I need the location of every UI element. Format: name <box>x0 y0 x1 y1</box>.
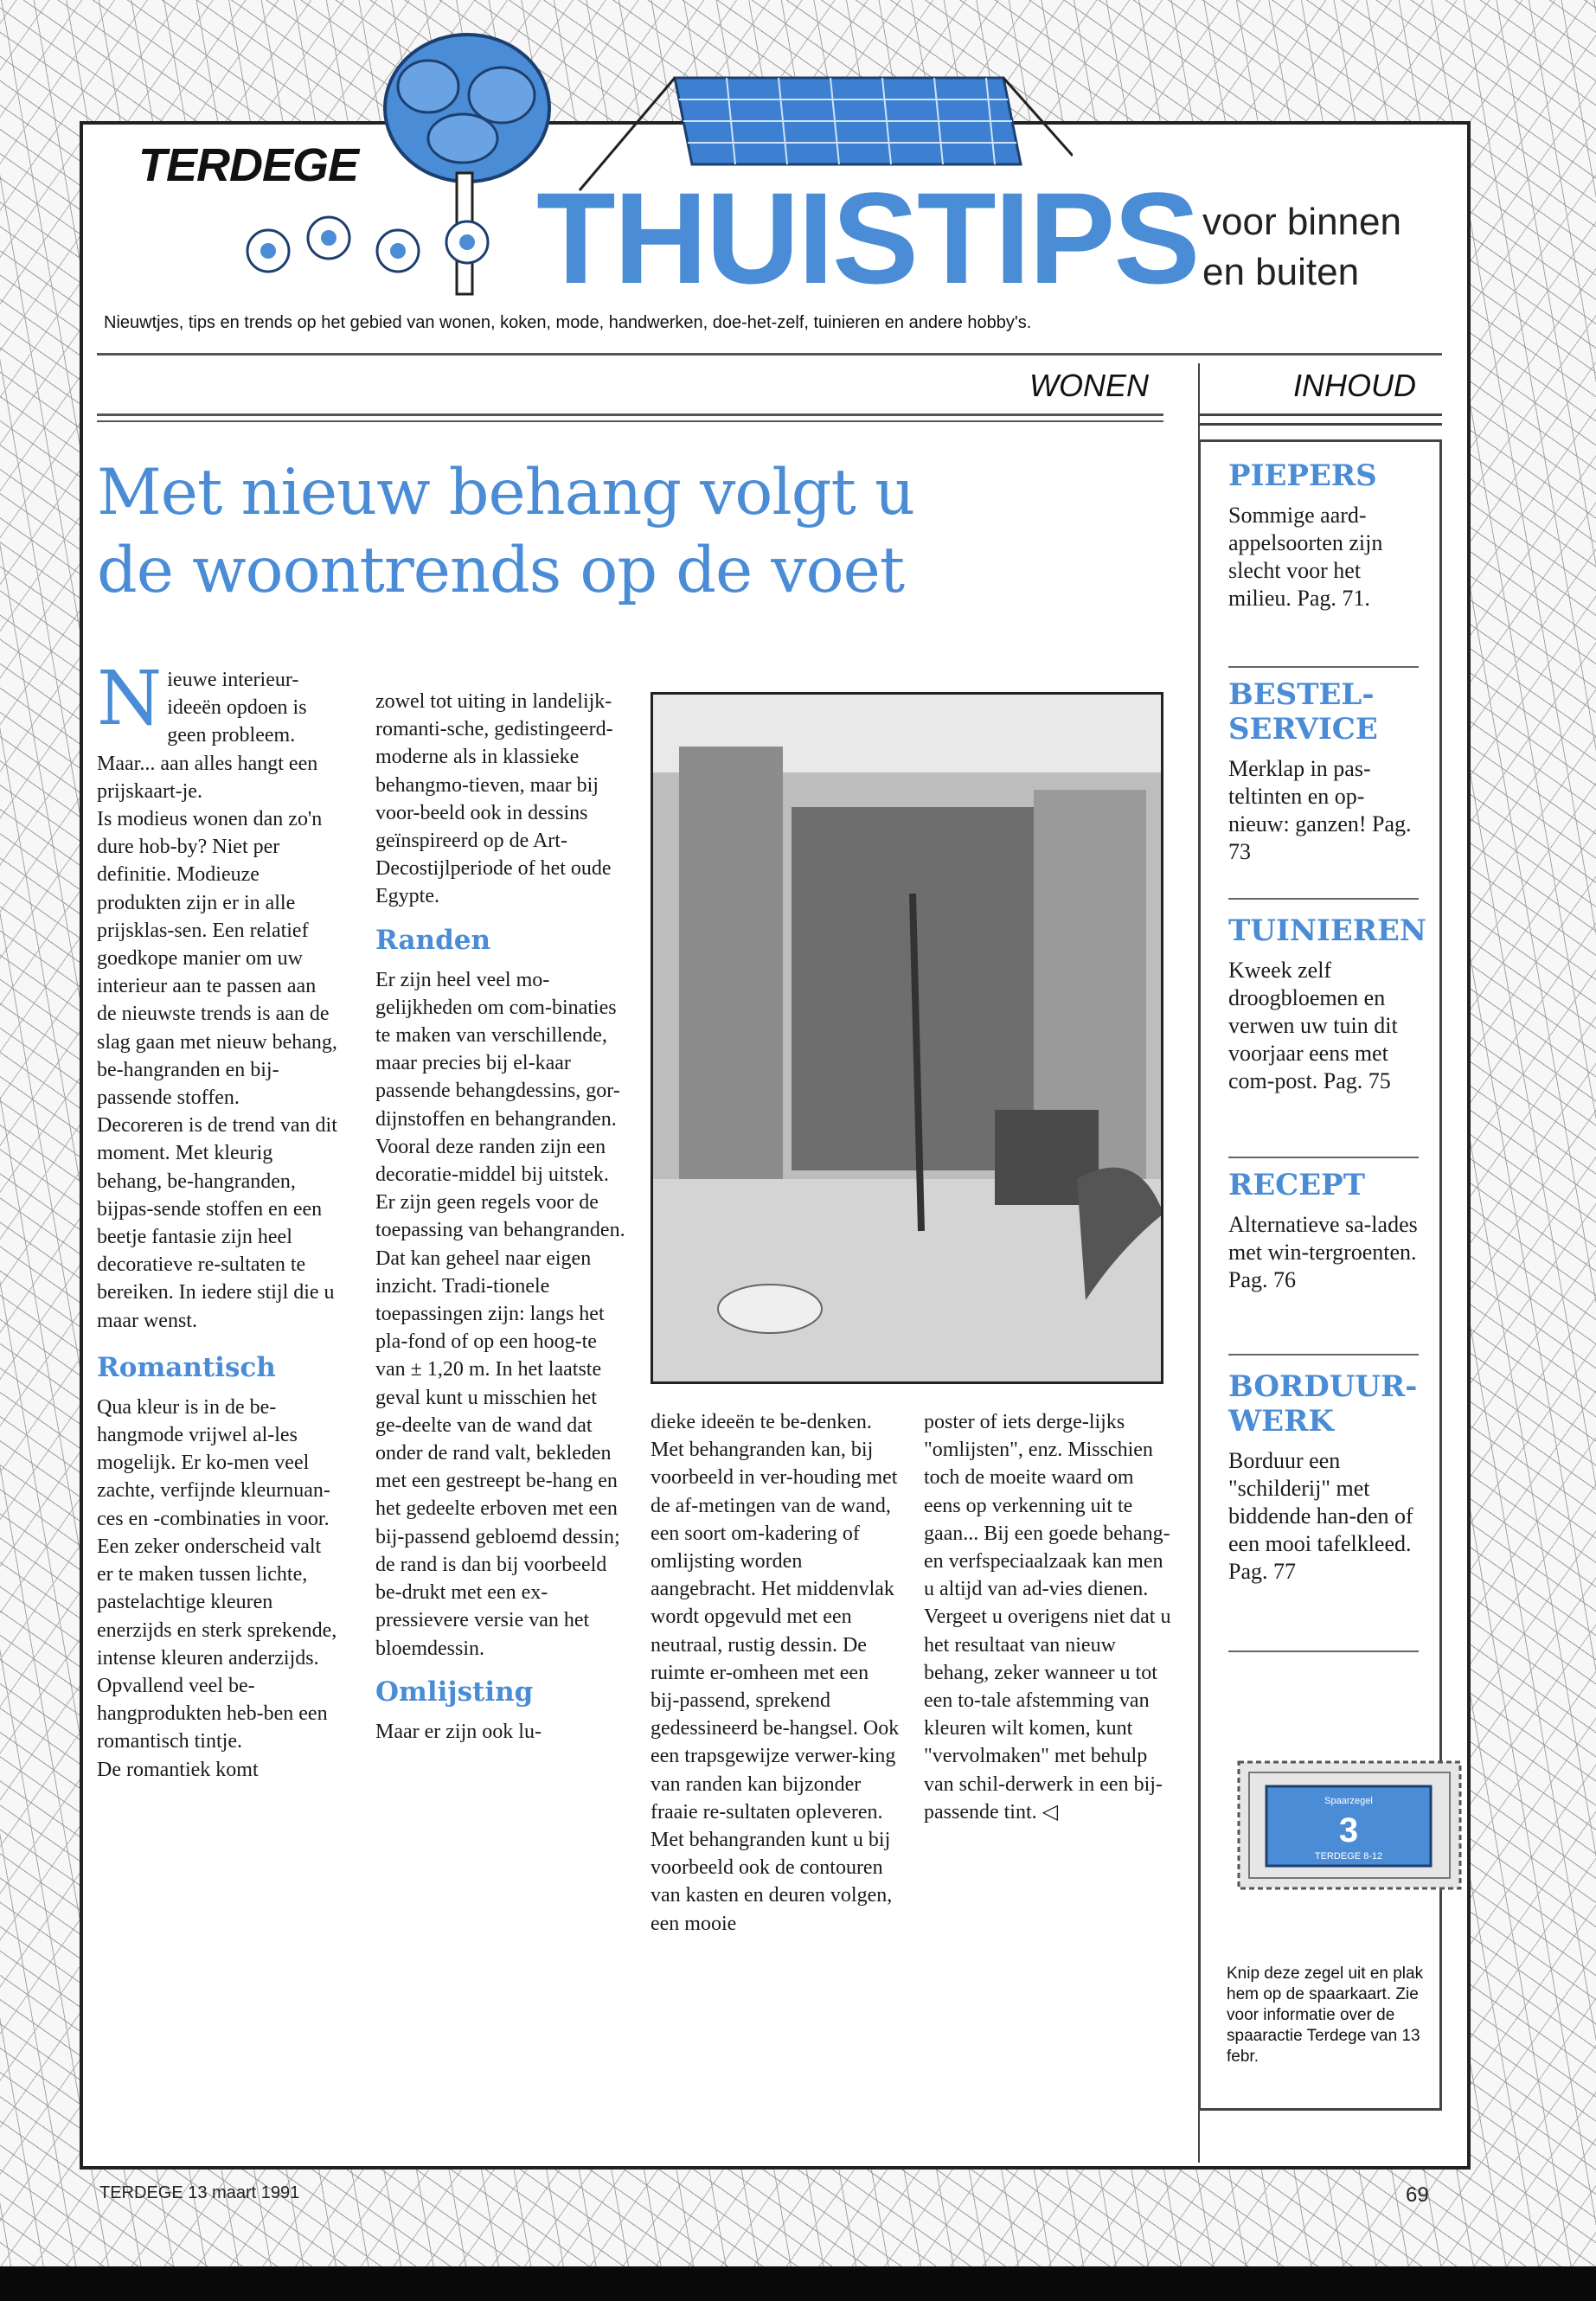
inhoud-item-text: Borduur een "schilderij" met biddende han-den of een mooi tafelkleed. Pag. 77 <box>1228 1448 1413 1584</box>
inhoud-item-text: Alternatieve sa-lades met win-tergroenten. Pag. 76 <box>1228 1212 1418 1292</box>
inhoud-item-borduurwerk[interactable] <box>1228 1369 1419 1586</box>
paragraph: De romantiek komt <box>97 1758 259 1781</box>
dropcap: N <box>97 656 163 742</box>
inhoud-item-title: BORDUUR-WERK <box>1228 1369 1418 1439</box>
sidebar-band <box>1198 413 1442 426</box>
masthead-title: THUISTIPS <box>536 165 1199 311</box>
subhead-omlijsting: Omlijsting <box>375 1676 534 1708</box>
article-column-4 <box>924 1408 1175 1826</box>
article-column-3 <box>651 1408 901 1938</box>
bottom-border <box>0 2266 1596 2301</box>
tagline-line1: voor binnen <box>1202 201 1401 243</box>
stamp-caption: Knip deze zegel uit en plak hem op de spaarkaart. Zie voor informatie over de spaaractie Terdege van 13 febr. <box>1227 1965 1424 2066</box>
sidebar-divider <box>1228 666 1419 668</box>
paragraph <box>97 656 339 805</box>
paragraph: Maar er zijn ook lu- <box>375 1720 542 1743</box>
paragraph: Is modieus wonen dan zo'n dure hob-by? Niet per definitie. Modieuze produkten zijn er in alle prijsklas-sen. Een relatief goedkope manier om uw interieur aan te passen aan de nieuwste trends is aan de slag gaan met nieuw behang, be-hangranden en bij-passende stoffen. <box>97 808 337 1110</box>
brand-name: TERDEGE <box>138 139 359 191</box>
sidebar-divider <box>1228 1157 1419 1158</box>
headline-line1: Met nieuw behang volgt u <box>97 456 914 529</box>
inhoud-item-text: Kweek zelf droogbloemen en verwen uw tuin dit voorjaar eens met com-post. Pag. 75 <box>1228 958 1398 1093</box>
inhoud-item-recept[interactable] <box>1228 1168 1419 1294</box>
page-number: 69 <box>1406 2183 1429 2207</box>
spaarzegel-stamp <box>1237 1760 1462 1890</box>
header-subline: Nieuwtjes, tips en trends op het gebied van wonen, koken, mode, handwerken, doe-het-zelf, tuinieren en andere hobby's. <box>104 313 1032 332</box>
section-label-wonen: WONEN <box>1029 368 1149 403</box>
paragraph: zowel tot uiting in landelijk-romanti-sche, gedistingeerd-moderne als in klassieke behangmo-tieven, maar bij voor-beeld ook in dessins geïnspireerd op de Art-Decostijlperiode of het oude Egypte. <box>375 690 613 908</box>
sidebar-divider <box>1228 898 1419 900</box>
inhoud-item-text: Merklap in pas-teltinten en op-nieuw: ganzen! Pag. 73 <box>1228 756 1412 864</box>
sidebar-divider <box>1228 1354 1419 1356</box>
stamp-label: Spaarzegel <box>1324 1796 1373 1806</box>
inhoud-item-title: BESTEL-SERVICE <box>1228 677 1378 747</box>
paragraph: Qua kleur is in de be-hangmode vrijwel al-les mogelijk. Er ko-men veel zachte, verfijnde kleurnuan-ces en -combinaties in voor. Een zeker onderscheid valt er te maken tussen lichte, pastelachtige kleuren enerzijds en sterk sprekende, intense kleuren anderzijds. Opvallend veel be-hangprodukten heb-ben een romantisch tintje. <box>97 1395 337 1753</box>
inhoud-item-piepers[interactable] <box>1228 458 1419 612</box>
inhoud-item-bestelservice[interactable] <box>1228 677 1419 866</box>
section-rule-2 <box>97 420 1163 422</box>
interior-scene <box>653 695 1163 1384</box>
interior-photo <box>651 692 1163 1384</box>
section-label-inhoud: INHOUD <box>1293 368 1416 403</box>
stamp-number: 3 <box>1338 1811 1359 1849</box>
intro-text: ieuwe interieur-ideeën opdoen is geen probleem. Maar... aan alles hangt een prijskaart-je. <box>97 669 318 803</box>
headline-line2: de woontrends op de voet <box>97 534 905 607</box>
inhoud-item-text: Sommige aard-appelsoorten zijn slecht voor het milieu. Pag. 71. <box>1228 503 1383 611</box>
subhead-romantisch: Romantisch <box>97 1351 276 1383</box>
tagline-line2: en buiten <box>1202 251 1360 293</box>
subhead-randen: Randen <box>375 924 491 956</box>
inhoud-item-title: PIEPERS <box>1228 458 1377 493</box>
article-headline <box>97 454 1170 610</box>
inhoud-item-title: RECEPT <box>1228 1168 1366 1202</box>
paragraph: poster of iets derge-lijks "omlijsten", enz. Misschien toch de moeite waard om eens op verkenning uit te gaan... Bij een goede behang- en verfspeciaalzaak kan men u altijd van ad-vies dienen. Vergeet u overigens niet dat u het resultaat van nieuw behang, zeker wanneer u tot een to-tale afstemming van kleuren wilt komen, kunt "vervolmaken" met behulp van schil-derwerk in een bij-passende tint. ◁ <box>924 1411 1171 1823</box>
stamp-code: TERDEGE 8-12 <box>1314 1851 1383 1862</box>
inhoud-item-tuinieren[interactable] <box>1228 913 1427 1095</box>
footer-issue: TERDEGE 13 maart 1991 <box>99 2183 300 2202</box>
article-column-2 <box>375 688 626 1746</box>
paragraph: Er zijn geen regels voor de toepassing van behangranden. Dat kan geheel naar eigen inzicht. Tradi-tionele toepassingen zijn: langs het pla-fond of op een hoog-te van ± 1,20 m. In het laatste geval kunt u misschien het ge-deelte van de wand dat onder de rand valt, bekleden met een gestreept be-hang en het gedeelte erboven met een bij-passend gebloemd dessin; de rand is dan bij voorbeeld be-drukt met een ex-pressievere versie van het bloemdessin. <box>375 1191 625 1660</box>
sidebar-divider <box>1228 1650 1419 1652</box>
inhoud-item-title: TUINIEREN <box>1228 913 1427 948</box>
header-rule <box>97 353 1442 356</box>
article-column-1 <box>97 656 339 1784</box>
paragraph: Decoreren is de trend van dit moment. Met kleurig behang, be-hangranden, bijpas-sende stoffen en een beetje fantasie zijn heel decoratieve re-sultaten te bereiken. In iedere stijl die u maar wenst. <box>97 1114 337 1332</box>
section-rule <box>97 413 1163 416</box>
flower-icon <box>234 199 545 294</box>
paragraph: dieke ideeën te be-denken. Met behangranden kan, bij voorbeeld in ver-houding met de af-metingen van de wand, een soort om-kadering of omlijsting worden aangebracht. Het middenvlak wordt opgevuld met een neutraal, rustig dessin. De ruimte er-omheen met een bij-passend, sprekend gedessineerd be-hangsel. Ook een trapsgewijze verwer-king van randen kan bijzonder fraaie re-sultaten opleveren. Met behangranden kunt u bij voorbeeld ook de contouren van kasten en deuren volgen, een mooie <box>651 1411 900 1935</box>
paragraph: Er zijn heel veel mo-gelijkheden om com-binaties te maken van verschillende, maar precies bij el-kaar passende behangdessins, gor-dijnstoffen en behangranden. Vooral deze randen zijn een decoratie-middel bij uitstek. <box>375 968 620 1187</box>
